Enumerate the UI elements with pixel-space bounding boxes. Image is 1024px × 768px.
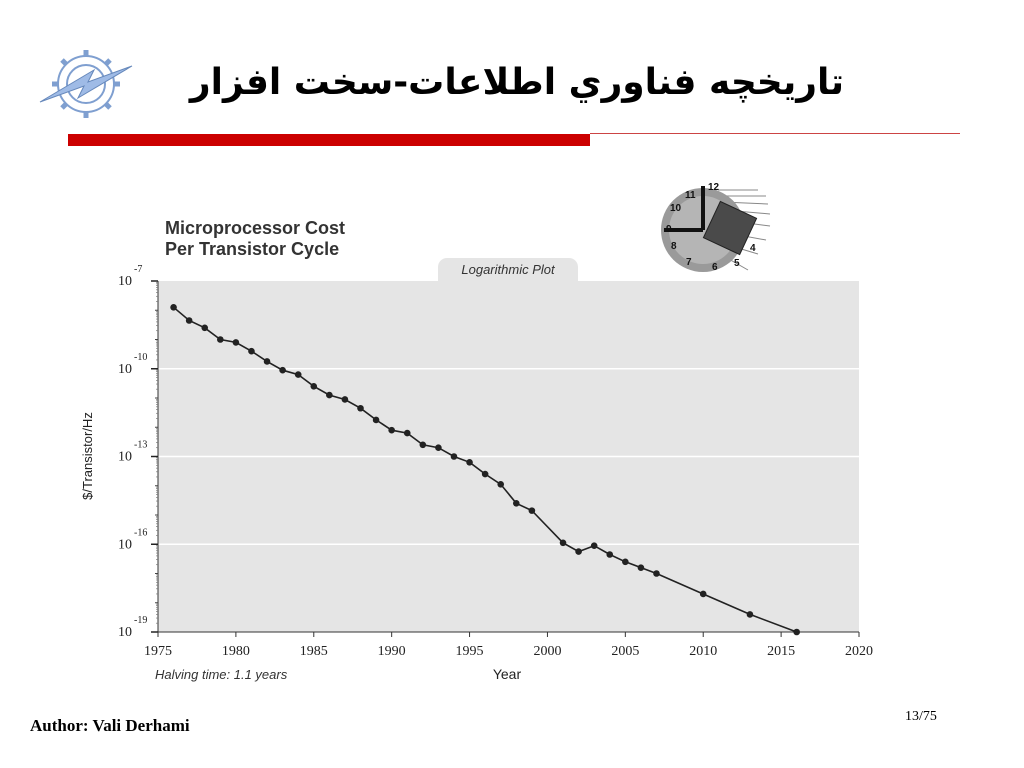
chart-title-line-1: Microprocessor Cost xyxy=(165,218,346,238)
data-point xyxy=(279,367,286,374)
data-point xyxy=(295,371,302,378)
data-point xyxy=(264,358,271,365)
data-point xyxy=(233,339,240,346)
y-tick-label-exponent: -16 xyxy=(134,527,148,539)
clock-number: 9 xyxy=(666,224,672,235)
data-point xyxy=(248,348,255,355)
y-tick-label-base: 10 xyxy=(118,537,132,553)
data-point xyxy=(201,325,208,332)
x-tick-label: 2020 xyxy=(845,644,873,659)
data-point xyxy=(622,559,629,566)
clock-number: 10 xyxy=(670,203,682,214)
data-point xyxy=(310,383,317,390)
x-tick-label: 2015 xyxy=(767,644,796,659)
x-tick-label: 1980 xyxy=(221,644,250,659)
data-point xyxy=(170,304,177,311)
clock-number: 11 xyxy=(685,190,696,201)
clock-number: 7 xyxy=(686,257,692,268)
data-point xyxy=(217,336,224,343)
data-point xyxy=(606,551,613,558)
y-tick-label-exponent: -7 xyxy=(134,264,143,275)
slide-title: تاريخچه فناوري اطلاعات-سخت افزار xyxy=(189,62,844,103)
clock-number: 12 xyxy=(708,182,720,193)
halving-time-note: Halving time: 1.1 years xyxy=(155,667,288,682)
data-point xyxy=(404,430,411,437)
data-point xyxy=(653,570,660,577)
y-tick-label-base: 10 xyxy=(118,361,132,377)
page-number: 13/75 xyxy=(905,709,937,724)
clock-number: 5 xyxy=(734,258,740,269)
data-point xyxy=(388,427,395,434)
data-point xyxy=(513,500,520,507)
data-point xyxy=(342,396,349,403)
data-point xyxy=(529,507,536,514)
clock-number: 6 xyxy=(712,262,718,273)
y-tick-label-exponent: -13 xyxy=(134,439,148,451)
data-point xyxy=(575,548,582,555)
data-point xyxy=(357,405,364,412)
y-tick-label-exponent: -19 xyxy=(134,615,148,626)
data-point xyxy=(482,471,489,478)
data-point xyxy=(638,564,645,571)
chart-title-line-2: Per Transistor Cycle xyxy=(165,239,340,259)
x-tick-label: 2005 xyxy=(611,644,640,659)
data-point xyxy=(497,481,504,488)
y-tick-label-base: 10 xyxy=(118,449,132,465)
x-tick-label: 1975 xyxy=(144,644,172,659)
x-axis-label: Year xyxy=(492,666,522,682)
data-point xyxy=(326,392,333,399)
x-tick-label: 1995 xyxy=(455,644,484,659)
y-tick-label-base: 10 xyxy=(118,625,132,640)
data-point xyxy=(186,317,193,324)
data-point xyxy=(591,542,598,549)
data-point xyxy=(560,539,567,546)
data-point xyxy=(373,417,380,424)
x-tick-label: 1990 xyxy=(377,644,406,659)
data-point xyxy=(451,453,458,460)
y-tick-label-exponent: -10 xyxy=(134,351,148,363)
x-tick-label: 2010 xyxy=(689,644,718,659)
footer-author: Author: Vali Derhami xyxy=(30,716,190,735)
logarithmic-plot-tab: Logarithmic Plot xyxy=(438,258,578,283)
y-axis-label: $/Transistor/Hz xyxy=(80,412,95,500)
data-point xyxy=(420,442,427,449)
clock-number: 4 xyxy=(750,243,756,254)
y-tick-label-base: 10 xyxy=(118,274,132,289)
clock-number: 8 xyxy=(671,241,677,252)
data-point xyxy=(793,629,800,636)
x-tick-label: 2000 xyxy=(533,644,562,659)
data-point xyxy=(747,611,754,618)
x-tick-label: 1985 xyxy=(299,644,328,659)
data-point xyxy=(700,591,707,598)
data-point xyxy=(435,444,442,451)
data-point xyxy=(466,459,473,466)
